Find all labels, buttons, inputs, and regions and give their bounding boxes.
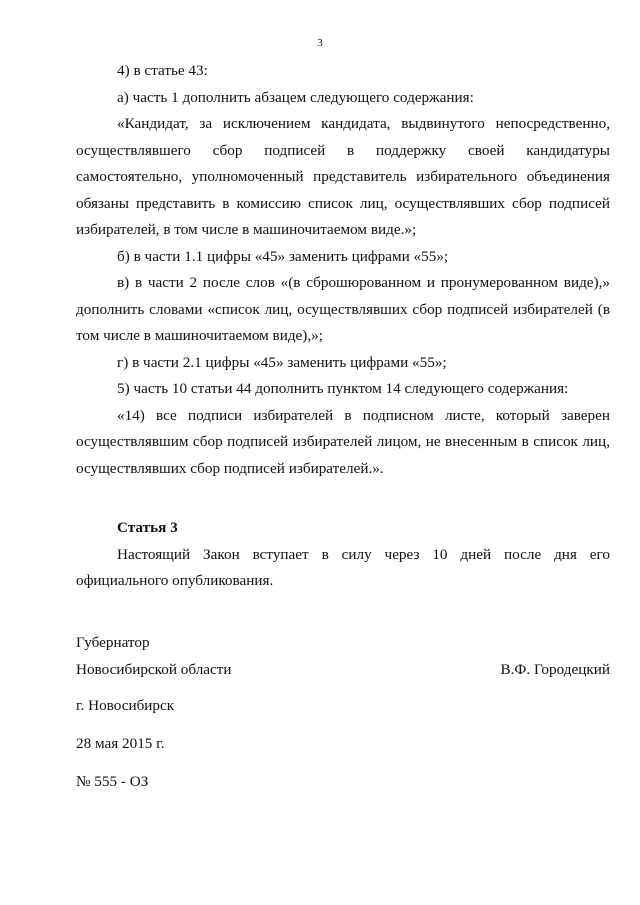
- paragraph-item14-quote: «14) все подписи избирателей в подписном листе, который заверен осуществлявшим сбор подписей избирателей лицом, не внесенным в список лиц, осуществлявших сбор подписей избирателей.».: [76, 406, 610, 477]
- article3-heading: Статья 3: [117, 519, 178, 536]
- paragraph-article43-intro: 4) в статье 43:: [117, 62, 208, 79]
- page-number: 3: [317, 37, 323, 49]
- document-body: [76, 58, 610, 595]
- document-number: № 555 - ОЗ: [76, 773, 149, 790]
- signatory-name: В.Ф. Городецкий: [500, 660, 610, 678]
- signature-position-line1: Губернатор: [76, 634, 150, 651]
- signature-position-line2: Новосибирской области: [76, 660, 232, 678]
- paragraph-article44-amendment: 5) часть 10 статьи 44 дополнить пунктом 14 следующего содержания:: [117, 380, 569, 397]
- paragraph-candidate-quote: «Кандидат, за исключением кандидата, выдвинутого непосредственно, осуществлявшего сбор подписей в поддержку своей кандидатуры самостоятельно, уполномоченный представитель избирательного объединения обязаны представить в комиссию список лиц, осуществлявших сбор подписей избирателей, в том числе в машиночитаемом виде.»;: [76, 115, 610, 238]
- paragraph-part1-amendment: а) часть 1 дополнить абзацем следующего содержания:: [117, 88, 474, 106]
- document-date: 28 мая 2015 г.: [76, 735, 165, 752]
- document-place: г. Новосибирск: [76, 697, 175, 714]
- article3-text: Настоящий Закон вступает в силу через 10 дней после дня его официального опубликования.: [76, 545, 610, 589]
- signature-block: [76, 630, 610, 683]
- paragraph-part1-1-amendment: б) в части 1.1 цифры «45» заменить цифрами «55»;: [117, 247, 449, 265]
- signature-row: [76, 657, 610, 684]
- paragraph-part2-1-amendment: г) в части 2.1 цифры «45» заменить цифрами «55»;: [117, 353, 447, 371]
- paragraph-part2-amendment: в) в части 2 после слов «(в сброшюрованном и пронумерованном виде),» дополнить словами «список лиц, осуществлявших сбор подписей избирателей (в том числе в машиночитаемом виде),»;: [76, 274, 610, 344]
